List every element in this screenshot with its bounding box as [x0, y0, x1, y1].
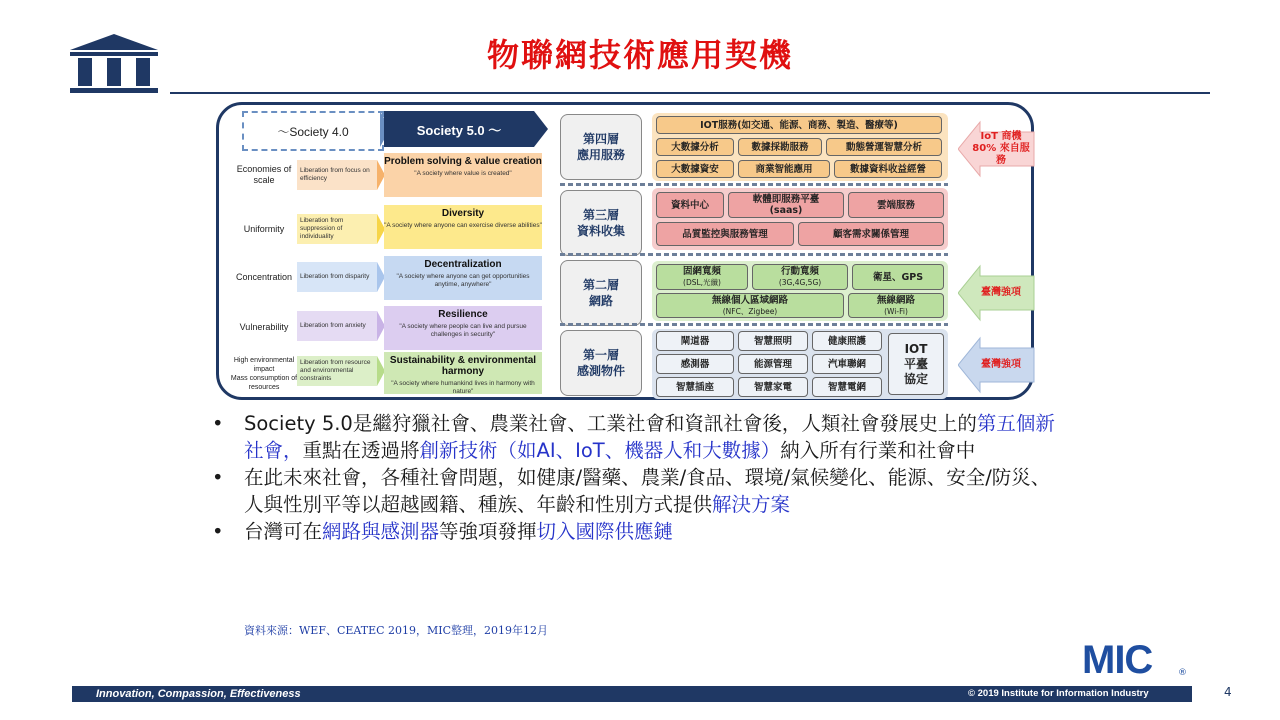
value-title: Problem solving & value creation	[384, 156, 542, 167]
smart-lighting-cell: 智慧照明	[738, 331, 808, 351]
layer-divider	[560, 253, 948, 256]
value-quote: "A society where anyone can get opportunities anytime, anywhere"	[396, 273, 530, 288]
wpan-subtitle: (NFC、Zigbee)	[722, 306, 778, 316]
bullet-list	[212, 410, 1062, 545]
value-title: Sustainability & environmental harmony	[389, 355, 537, 377]
big-data-analysis-cell: 大數據分析	[656, 138, 734, 156]
value-row-3	[384, 256, 542, 300]
layer-4-band	[652, 113, 948, 181]
saas-subtitle: (saas)	[769, 205, 803, 216]
bullet-3	[212, 518, 1062, 545]
data-center-cell: 資料中心	[656, 192, 724, 218]
value-row-2	[384, 205, 542, 249]
layer-3-subtitle: 資料收集	[576, 224, 625, 238]
layer-4-title: 第四層	[582, 132, 619, 146]
crm-cell: 顧客需求關係管理	[798, 222, 944, 246]
bullet-2-highlight: 解決方案	[712, 493, 791, 516]
mobile-broadband-cell	[752, 264, 848, 290]
healthcare-cell: 健康照護	[812, 331, 882, 351]
value-title: Decentralization	[424, 259, 502, 270]
problem-concentration: Concentration	[235, 272, 293, 282]
mic-logo: MIC	[1082, 638, 1153, 682]
smart-grid-cell: 智慧電網	[812, 377, 882, 397]
fixed-broadband-subtitle: (DSL,光纖)	[683, 278, 721, 287]
problem-vulnerability: Vulnerability	[239, 322, 289, 332]
business-intel-cell: 商業智能應用	[738, 160, 830, 178]
quality-monitor-cell: 品質監控與服務管理	[656, 222, 794, 246]
value-quote: "A society where anyone can exercise diverse abilities"	[384, 222, 542, 229]
layer-3-title: 第三層	[582, 208, 619, 222]
saas-cell	[728, 192, 844, 218]
protocol-line: 協定	[903, 371, 928, 386]
gateway-cell: 閘道器	[656, 331, 734, 351]
problem-economies-of-scale: Economies of scale	[236, 164, 292, 185]
bullet-dot-icon: •	[212, 412, 224, 435]
wpan-cell	[656, 293, 844, 318]
footer-slogan: Innovation, Compassion, Effectiveness	[96, 688, 301, 700]
side-arrow-taiwan-strength-sensor	[958, 334, 1036, 396]
liberation-row-2: Liberation from suppression of individuality	[297, 214, 377, 244]
side-arrow-taiwan-strength-network	[958, 262, 1036, 324]
value-quote: "A society where people can live and pursue challenges in security"	[399, 323, 527, 338]
value-quote: "A society where value is created"	[414, 170, 512, 177]
problem-uniformity: Uniformity	[243, 224, 285, 234]
bullet-1-text-e: 納入所有行業和社會中	[780, 439, 976, 462]
energy-mgmt-cell: 能源管理	[738, 354, 808, 374]
saas-title: 軟體即服務平臺	[752, 194, 820, 205]
layer-1-band	[652, 329, 948, 399]
iii-logo-icon	[66, 32, 162, 94]
society-5-arrow-icon	[534, 111, 548, 147]
page-number: 4	[1224, 685, 1232, 699]
bullet-1-highlight-1: 第五個新社會，	[244, 412, 1055, 462]
fixed-broadband-title: 固網寬頻	[682, 266, 721, 277]
data-mining-cell: 數據採勘服務	[738, 138, 822, 156]
platform-line: 平臺	[903, 356, 928, 371]
bullet-3-highlight-1: 網路與感測器	[322, 520, 440, 543]
layer-2-band	[652, 261, 948, 321]
value-row-5	[384, 352, 542, 394]
value-row-4	[384, 306, 542, 350]
title-divider	[170, 92, 1210, 94]
mobile-broadband-subtitle: (3G,4G,5G)	[778, 278, 822, 287]
satellite-gps-cell: 衛星、GPS	[852, 264, 944, 290]
wifi-subtitle: (Wi-Fi)	[884, 306, 908, 316]
society-4-label: ～Society 4.0	[242, 111, 384, 151]
side-text-iot: IoT 商機 80% 來自服務	[972, 131, 1030, 166]
layer-3-label	[560, 190, 642, 256]
bullet-dot-icon: •	[212, 466, 224, 489]
footer-copyright: © 2019 Institute for Information Industry	[968, 688, 1149, 699]
connected-car-cell: 汽車聯網	[812, 354, 882, 374]
iot-services-cell: IOT服務(如交通、能源、商務、製造、醫療等)	[656, 116, 942, 134]
liberation-row-5: Liberation from resource and environmental constraints	[297, 356, 377, 386]
layer-2-subtitle: 網路	[588, 294, 613, 308]
value-title: Diversity	[441, 208, 485, 219]
bullet-2	[212, 464, 1062, 518]
bullet-3-highlight-2: 切入國際供應鏈	[536, 520, 674, 543]
layer-1-title: 第一層	[582, 348, 619, 362]
big-data-security-cell: 大數據資安	[656, 160, 734, 178]
sensor-cell: 感測器	[656, 354, 734, 374]
problem-environment: High environmental impact Mass consumption of resources	[230, 357, 298, 391]
liberation-row-3: Liberation from disparity	[297, 262, 377, 292]
society-5-label: Society 5.0 ～	[384, 111, 534, 147]
mobile-broadband-title: 行動寬頻	[780, 266, 819, 277]
bullet-3-text-c: 等強項發揮	[439, 520, 537, 543]
layer-4-subtitle: 應用服務	[576, 148, 625, 162]
iot-line: IOT	[904, 341, 928, 356]
value-row-1	[384, 153, 542, 197]
fixed-broadband-cell	[656, 264, 748, 290]
liberation-row-4: Liberation from anxiety	[297, 311, 377, 341]
layer-1-subtitle: 感測物件	[576, 364, 625, 378]
layer-2-label	[560, 260, 642, 326]
bullet-1-highlight-2: 創新技術（如AI、IoT、機器人和大數據）	[419, 439, 781, 462]
wpan-title: 無線個人區域網路	[711, 294, 788, 306]
page-title: 物聯網技術應用契機	[486, 36, 793, 74]
data-revenue-cell: 數據資料收益經營	[834, 160, 942, 178]
bullet-1	[212, 410, 1062, 464]
bullet-1-text-a: Society 5.0是繼狩獵社會、農業社會、工業社會和資訊社會後，人類社會發展史上的	[244, 412, 977, 435]
value-quote: "A society where humankind lives in harmony with nature"	[391, 380, 535, 395]
layer-divider	[560, 183, 948, 186]
side-text-sensor: 臺灣強項	[981, 359, 1021, 370]
dynamic-ops-cell: 動態營運智慧分析	[826, 138, 942, 156]
wifi-cell	[848, 293, 944, 318]
registered-mark-icon: ®	[1178, 668, 1187, 678]
iot-platform-protocol-cell	[888, 333, 944, 395]
bullet-3-text-a: 台灣可在	[244, 520, 323, 543]
source-note: 資料來源：WEF、CEATEC 2019，MIC整理，2019年12月	[244, 624, 549, 637]
bullet-dot-icon: •	[212, 520, 224, 543]
liberation-row-1: Liberation from focus on efficiency	[297, 160, 377, 190]
value-title: Resilience	[438, 309, 488, 320]
wifi-title: 無線網路	[876, 294, 915, 306]
layer-4-label	[560, 114, 642, 180]
layer-divider	[560, 323, 948, 326]
side-arrow-iot-opportunity	[958, 118, 1036, 180]
side-text-network: 臺灣強項	[981, 287, 1021, 298]
layer-3-band	[652, 188, 948, 250]
smart-socket-cell: 智慧插座	[656, 377, 734, 397]
smart-appliance-cell: 智慧家電	[738, 377, 808, 397]
layer-2-title: 第二層	[582, 278, 619, 292]
cloud-service-cell: 雲端服務	[848, 192, 944, 218]
bullet-1-text-c: 重點在透過將	[302, 439, 420, 462]
bullet-2-text-a: 在此未來社會，各種社會問題，如健康/醫藥、農業/食品、環境/氣候變化、能源、安全/防災、人與性別平等以超越國籍、種族、年齡和性別方式提供	[244, 466, 1051, 516]
layer-1-label	[560, 330, 642, 396]
